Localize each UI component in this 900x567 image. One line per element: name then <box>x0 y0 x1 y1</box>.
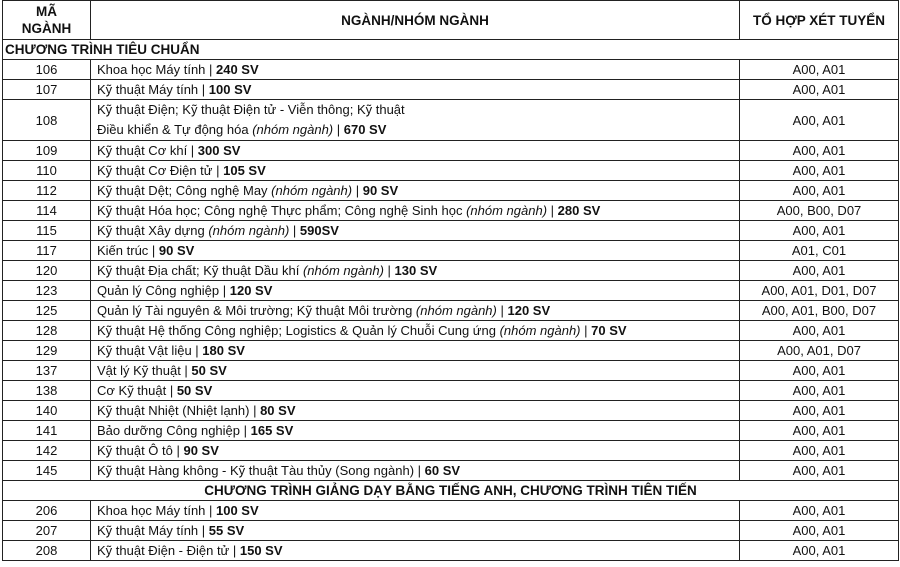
table-row <box>3 80 899 100</box>
major-code: 109 <box>3 141 91 161</box>
major-name-cell <box>91 161 740 181</box>
major-group-note: (nhóm ngành) <box>499 323 581 338</box>
subject-combination: A00, A01 <box>740 141 899 161</box>
major-name-cell <box>91 80 740 100</box>
quota: 590SV <box>299 223 339 238</box>
separator: | <box>333 122 344 137</box>
table-row <box>3 341 899 361</box>
quota: 120 SV <box>507 303 551 318</box>
major-name: Kỹ thuật Cơ khí | <box>97 143 198 158</box>
major-code: 120 <box>3 261 91 281</box>
major-name-cell <box>91 501 740 521</box>
major-code: 140 <box>3 401 91 421</box>
separator: | <box>289 223 300 238</box>
separator: | <box>580 323 592 338</box>
table-header-row <box>3 1 899 40</box>
major-name-cell <box>91 221 740 241</box>
quota: 50 SV <box>191 363 227 378</box>
major-code: 106 <box>3 60 91 80</box>
subject-combination: A00, A01 <box>740 441 899 461</box>
subject-combination: A00, A01 <box>740 100 899 141</box>
table-row <box>3 541 899 561</box>
major-name: Kỹ thuật Xây dựng <box>97 223 209 238</box>
major-code: 128 <box>3 321 91 341</box>
separator: | <box>383 263 395 278</box>
major-group-note: (nhóm ngành) <box>302 263 384 278</box>
major-name: Kỹ thuật Điện - Điện tử | <box>97 543 240 558</box>
table-row <box>3 60 899 80</box>
major-group-note: (nhóm ngành) <box>415 303 497 318</box>
column-header-name: NGÀNH/NHÓM NGÀNH <box>91 1 740 40</box>
major-code: 207 <box>3 521 91 541</box>
major-name: Vật lý Kỹ thuật | <box>97 363 192 378</box>
subject-combination: A00, A01 <box>740 321 899 341</box>
major-name-cell <box>91 341 740 361</box>
column-header-code <box>3 1 91 40</box>
table-row <box>3 461 899 481</box>
major-name: Kỹ thuật Ô tô | <box>97 443 184 458</box>
major-name: Kỹ thuật Cơ Điện tử | <box>97 163 224 178</box>
table-row <box>3 201 899 221</box>
major-code: 107 <box>3 80 91 100</box>
quota: 130 SV <box>394 263 438 278</box>
major-name-cell <box>91 361 740 381</box>
table-row <box>3 381 899 401</box>
major-name-cell <box>91 241 740 261</box>
major-name: Khoa học Máy tính | <box>97 62 216 77</box>
table-row <box>3 401 899 421</box>
section-title: CHƯƠNG TRÌNH TIÊU CHUẨN <box>3 40 899 60</box>
major-name-cell <box>91 401 740 421</box>
major-code: 137 <box>3 361 91 381</box>
subject-combination: A00, A01, D07 <box>740 341 899 361</box>
subject-combination: A00, B00, D07 <box>740 201 899 221</box>
subject-combination: A00, A01 <box>740 60 899 80</box>
major-code: 117 <box>3 241 91 261</box>
major-code: 108 <box>3 100 91 141</box>
subject-combination: A00, A01 <box>740 221 899 241</box>
major-group-note: (nhóm ngành) <box>208 223 290 238</box>
section-row-english <box>3 481 899 501</box>
major-name-cell <box>91 541 740 561</box>
major-code: 145 <box>3 461 91 481</box>
major-name: Kỹ thuật Máy tính | <box>97 523 209 538</box>
separator: | <box>496 303 508 318</box>
major-name: Bảo dưỡng Công nghiệp | <box>97 423 251 438</box>
major-name: Cơ Kỹ thuật | <box>97 383 177 398</box>
table-row <box>3 421 899 441</box>
section-title: CHƯƠNG TRÌNH GIẢNG DẠY BẰNG TIẾNG ANH, CHƯƠNG TRÌNH TIÊN TIẾN <box>3 481 899 501</box>
subject-combination: A01, C01 <box>740 241 899 261</box>
quota: 100 SV <box>208 82 252 97</box>
major-code: 208 <box>3 541 91 561</box>
quota: 105 SV <box>223 163 266 178</box>
subject-combination: A00, A01 <box>740 401 899 421</box>
major-group-note: (nhóm ngành) <box>466 203 548 218</box>
major-name-line2: Điều khiển & Tự động hóa <box>97 122 253 137</box>
section-row-standard <box>3 40 899 60</box>
table-row <box>3 301 899 321</box>
major-name-cell <box>91 261 740 281</box>
column-header-combo: TỔ HỢP XÉT TUYỂN <box>740 1 899 40</box>
major-name-cell <box>91 141 740 161</box>
quota: 670 SV <box>343 122 387 137</box>
major-name-cell <box>91 281 740 301</box>
major-group-note: (nhóm ngành) <box>252 122 334 137</box>
quota: 165 SV <box>250 423 294 438</box>
admission-table <box>2 0 899 561</box>
quota: 60 SV <box>424 463 461 478</box>
subject-combination: A00, A01 <box>740 261 899 281</box>
quota: 90 SV <box>158 243 195 258</box>
table-row <box>3 161 899 181</box>
major-name-cell <box>91 301 740 321</box>
major-code: 142 <box>3 441 91 461</box>
quota: 80 SV <box>260 403 296 418</box>
major-code: 112 <box>3 181 91 201</box>
major-code: 110 <box>3 161 91 181</box>
major-name: Kỹ thuật Hóa học; Công nghệ Thực phẩm; Công nghệ Sinh học <box>97 203 467 218</box>
subject-combination: A00, A01 <box>740 181 899 201</box>
major-code: 141 <box>3 421 91 441</box>
table-row <box>3 501 899 521</box>
major-code: 129 <box>3 341 91 361</box>
major-name-cell <box>91 461 740 481</box>
major-name: Kỹ thuật Máy tính | <box>97 82 209 97</box>
quota: 120 SV <box>229 283 273 298</box>
major-name: Kỹ thuật Dệt; Công nghệ May <box>97 183 272 198</box>
major-name-cell <box>91 381 740 401</box>
major-code: 123 <box>3 281 91 301</box>
major-name: Khoa học Máy tính | <box>97 503 216 518</box>
quota: 180 SV <box>202 343 245 358</box>
major-name-cell <box>91 100 740 141</box>
table-row <box>3 441 899 461</box>
subject-combination: A00, A01 <box>740 541 899 561</box>
separator: | <box>352 183 363 198</box>
major-name: Kỹ thuật Hệ thống Công nghiệp; Logistics & Quản lý Chuỗi Cung ứng <box>97 323 500 338</box>
major-code: 125 <box>3 301 91 321</box>
separator: | <box>547 203 558 218</box>
subject-combination: A00, A01 <box>740 521 899 541</box>
table-row <box>3 181 899 201</box>
major-name-cell <box>91 201 740 221</box>
quota: 300 SV <box>197 143 241 158</box>
major-name: Kỹ thuật Địa chất; Kỹ thuật Dầu khí <box>97 263 303 278</box>
subject-combination: A00, A01 <box>740 161 899 181</box>
quota: 280 SV <box>557 203 601 218</box>
major-name: Kỹ thuật Điện; Kỹ thuật Điện tử - Viễn thông; Kỹ thuật <box>97 102 405 117</box>
major-code: 206 <box>3 501 91 521</box>
quota: 90 SV <box>183 443 219 458</box>
table-row <box>3 521 899 541</box>
table-row <box>3 281 899 301</box>
quota: 240 SV <box>216 62 259 77</box>
table-row <box>3 100 899 141</box>
quota: 100 SV <box>216 503 259 518</box>
major-name: Kỹ thuật Hàng không - Kỹ thuật Tàu thủy (Song ngành) | <box>97 463 425 478</box>
subject-combination: A00, A01, D01, D07 <box>740 281 899 301</box>
major-name: Kiến trúc | <box>97 243 159 258</box>
subject-combination: A00, A01 <box>740 381 899 401</box>
major-name-cell <box>91 521 740 541</box>
table-row <box>3 221 899 241</box>
major-name: Kỹ thuật Nhiệt (Nhiệt lạnh) | <box>97 403 261 418</box>
quota: 90 SV <box>362 183 399 198</box>
quota: 50 SV <box>176 383 213 398</box>
major-name-cell <box>91 60 740 80</box>
table-row <box>3 261 899 281</box>
subject-combination: A00, A01 <box>740 461 899 481</box>
major-name-cell <box>91 321 740 341</box>
major-code: 115 <box>3 221 91 241</box>
column-header-code-line2: NGÀNH <box>21 21 72 36</box>
major-code: 138 <box>3 381 91 401</box>
quota: 55 SV <box>208 523 245 538</box>
major-name-cell <box>91 181 740 201</box>
table-row <box>3 321 899 341</box>
major-name-cell <box>91 421 740 441</box>
table-row <box>3 241 899 261</box>
major-group-note: (nhóm ngành) <box>271 183 353 198</box>
major-name: Quản lý Công nghiệp | <box>97 283 230 298</box>
subject-combination: A00, A01, B00, D07 <box>740 301 899 321</box>
subject-combination: A00, A01 <box>740 421 899 441</box>
subject-combination: A00, A01 <box>740 80 899 100</box>
major-name-cell <box>91 441 740 461</box>
table-row <box>3 361 899 381</box>
major-code: 114 <box>3 201 91 221</box>
subject-combination: A00, A01 <box>740 361 899 381</box>
major-name: Kỹ thuật Vật liệu | <box>97 343 203 358</box>
subject-combination: A00, A01 <box>740 501 899 521</box>
quota: 70 SV <box>591 323 627 338</box>
table-row <box>3 141 899 161</box>
major-name: Quản lý Tài nguyên & Môi trường; Kỹ thuật Môi trường <box>97 303 416 318</box>
quota: 150 SV <box>239 543 283 558</box>
column-header-code-line1: MÃ <box>36 4 57 19</box>
